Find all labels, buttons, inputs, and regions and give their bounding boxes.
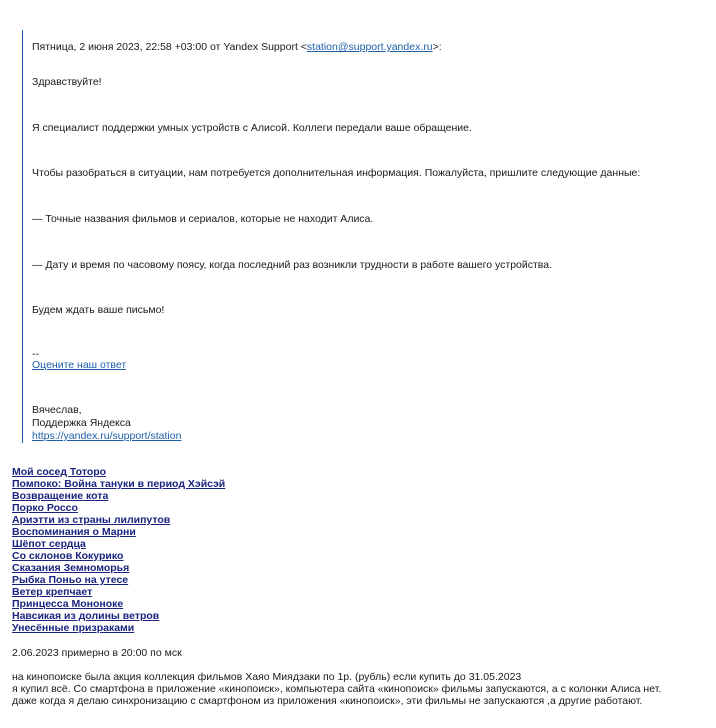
request-paragraph: Чтобы разобраться в ситуации, нам потребуется дополнительная информация. Пожалуйста, пришлите следующие данные: — [32, 167, 641, 179]
movie-link[interactable]: Со склонов Кокурико — [12, 550, 124, 562]
support-station-link[interactable]: https://yandex.ru/support/station — [32, 430, 182, 442]
movie-link[interactable]: Помпоко: Война тануки в период Хэйсэй — [12, 478, 226, 490]
movie-link[interactable]: Ариэтти из страны лилипутов — [12, 514, 171, 526]
request-item: — Дату и время по часовому поясу, когда последний раз возникли трудности в работе вашего устройства. — [32, 259, 553, 271]
greeting: Здравствуйте! — [32, 76, 102, 88]
movie-link[interactable]: Унесённые призраками — [12, 622, 135, 634]
message-line: на кинопоиске была акция коллекция фильмов Хаяо Миядзаки по 1р. (рубль) если купить до 31.05.2023 — [12, 671, 522, 683]
intro-paragraph: Я специалист поддержки умных устройств с Алисой. Коллеги передали ваше обращение. — [32, 122, 472, 134]
movie-link[interactable]: Шёпот сердца — [12, 538, 86, 550]
movie-link[interactable]: Возвращение кота — [12, 490, 109, 502]
closing-line: Будем ждать ваше письмо! — [32, 304, 165, 316]
movie-link[interactable]: Рыбка Поньо на утесе — [12, 574, 129, 586]
request-item: — Точные названия фильмов и сериалов, которые не находит Алиса. — [32, 213, 374, 225]
date-line: 2.06.2023 примерно в 20:00 по мск — [12, 647, 182, 659]
movie-link[interactable]: Мой сосед Тоторо — [12, 466, 107, 478]
signature-separator: -- — [32, 348, 39, 360]
movie-link[interactable]: Ветер крепчает — [12, 586, 93, 598]
quote-header: Пятница, 2 июня 2023, 22:58 +03:00 от Yandex Support <station@support.yandex.ru>: — [32, 41, 442, 53]
movie-link[interactable]: Сказания Земноморья — [12, 562, 130, 574]
signature-team: Поддержка Яндекса — [32, 417, 131, 429]
movie-link[interactable]: Навсикая из долины ветров — [12, 610, 160, 622]
quoted-reply — [22, 30, 682, 443]
sender-email-link[interactable]: station@support.yandex.ru — [306, 41, 433, 53]
signature-name: Вячеслав, — [32, 404, 82, 416]
movie-link[interactable]: Воспоминания о Марни — [12, 526, 136, 538]
movie-list — [12, 466, 412, 634]
message-line: я купил всё. Со смартфона в приложение «кинопоиск», компьютера сайта «кинопоиск» фильмы запускаются, а с колонки Алиса нет. — [12, 683, 662, 695]
message-line: даже когда я делаю синхронизацию с смартфоном из приложения «кинопоиск», эти фильмы не запускаются ,а другие работают. — [12, 695, 643, 707]
movie-link[interactable]: Порко Россо — [12, 502, 78, 514]
rate-answer-link[interactable]: Оцените наш ответ — [32, 359, 127, 371]
movie-link[interactable]: Принцесса Мононоке — [12, 598, 124, 610]
